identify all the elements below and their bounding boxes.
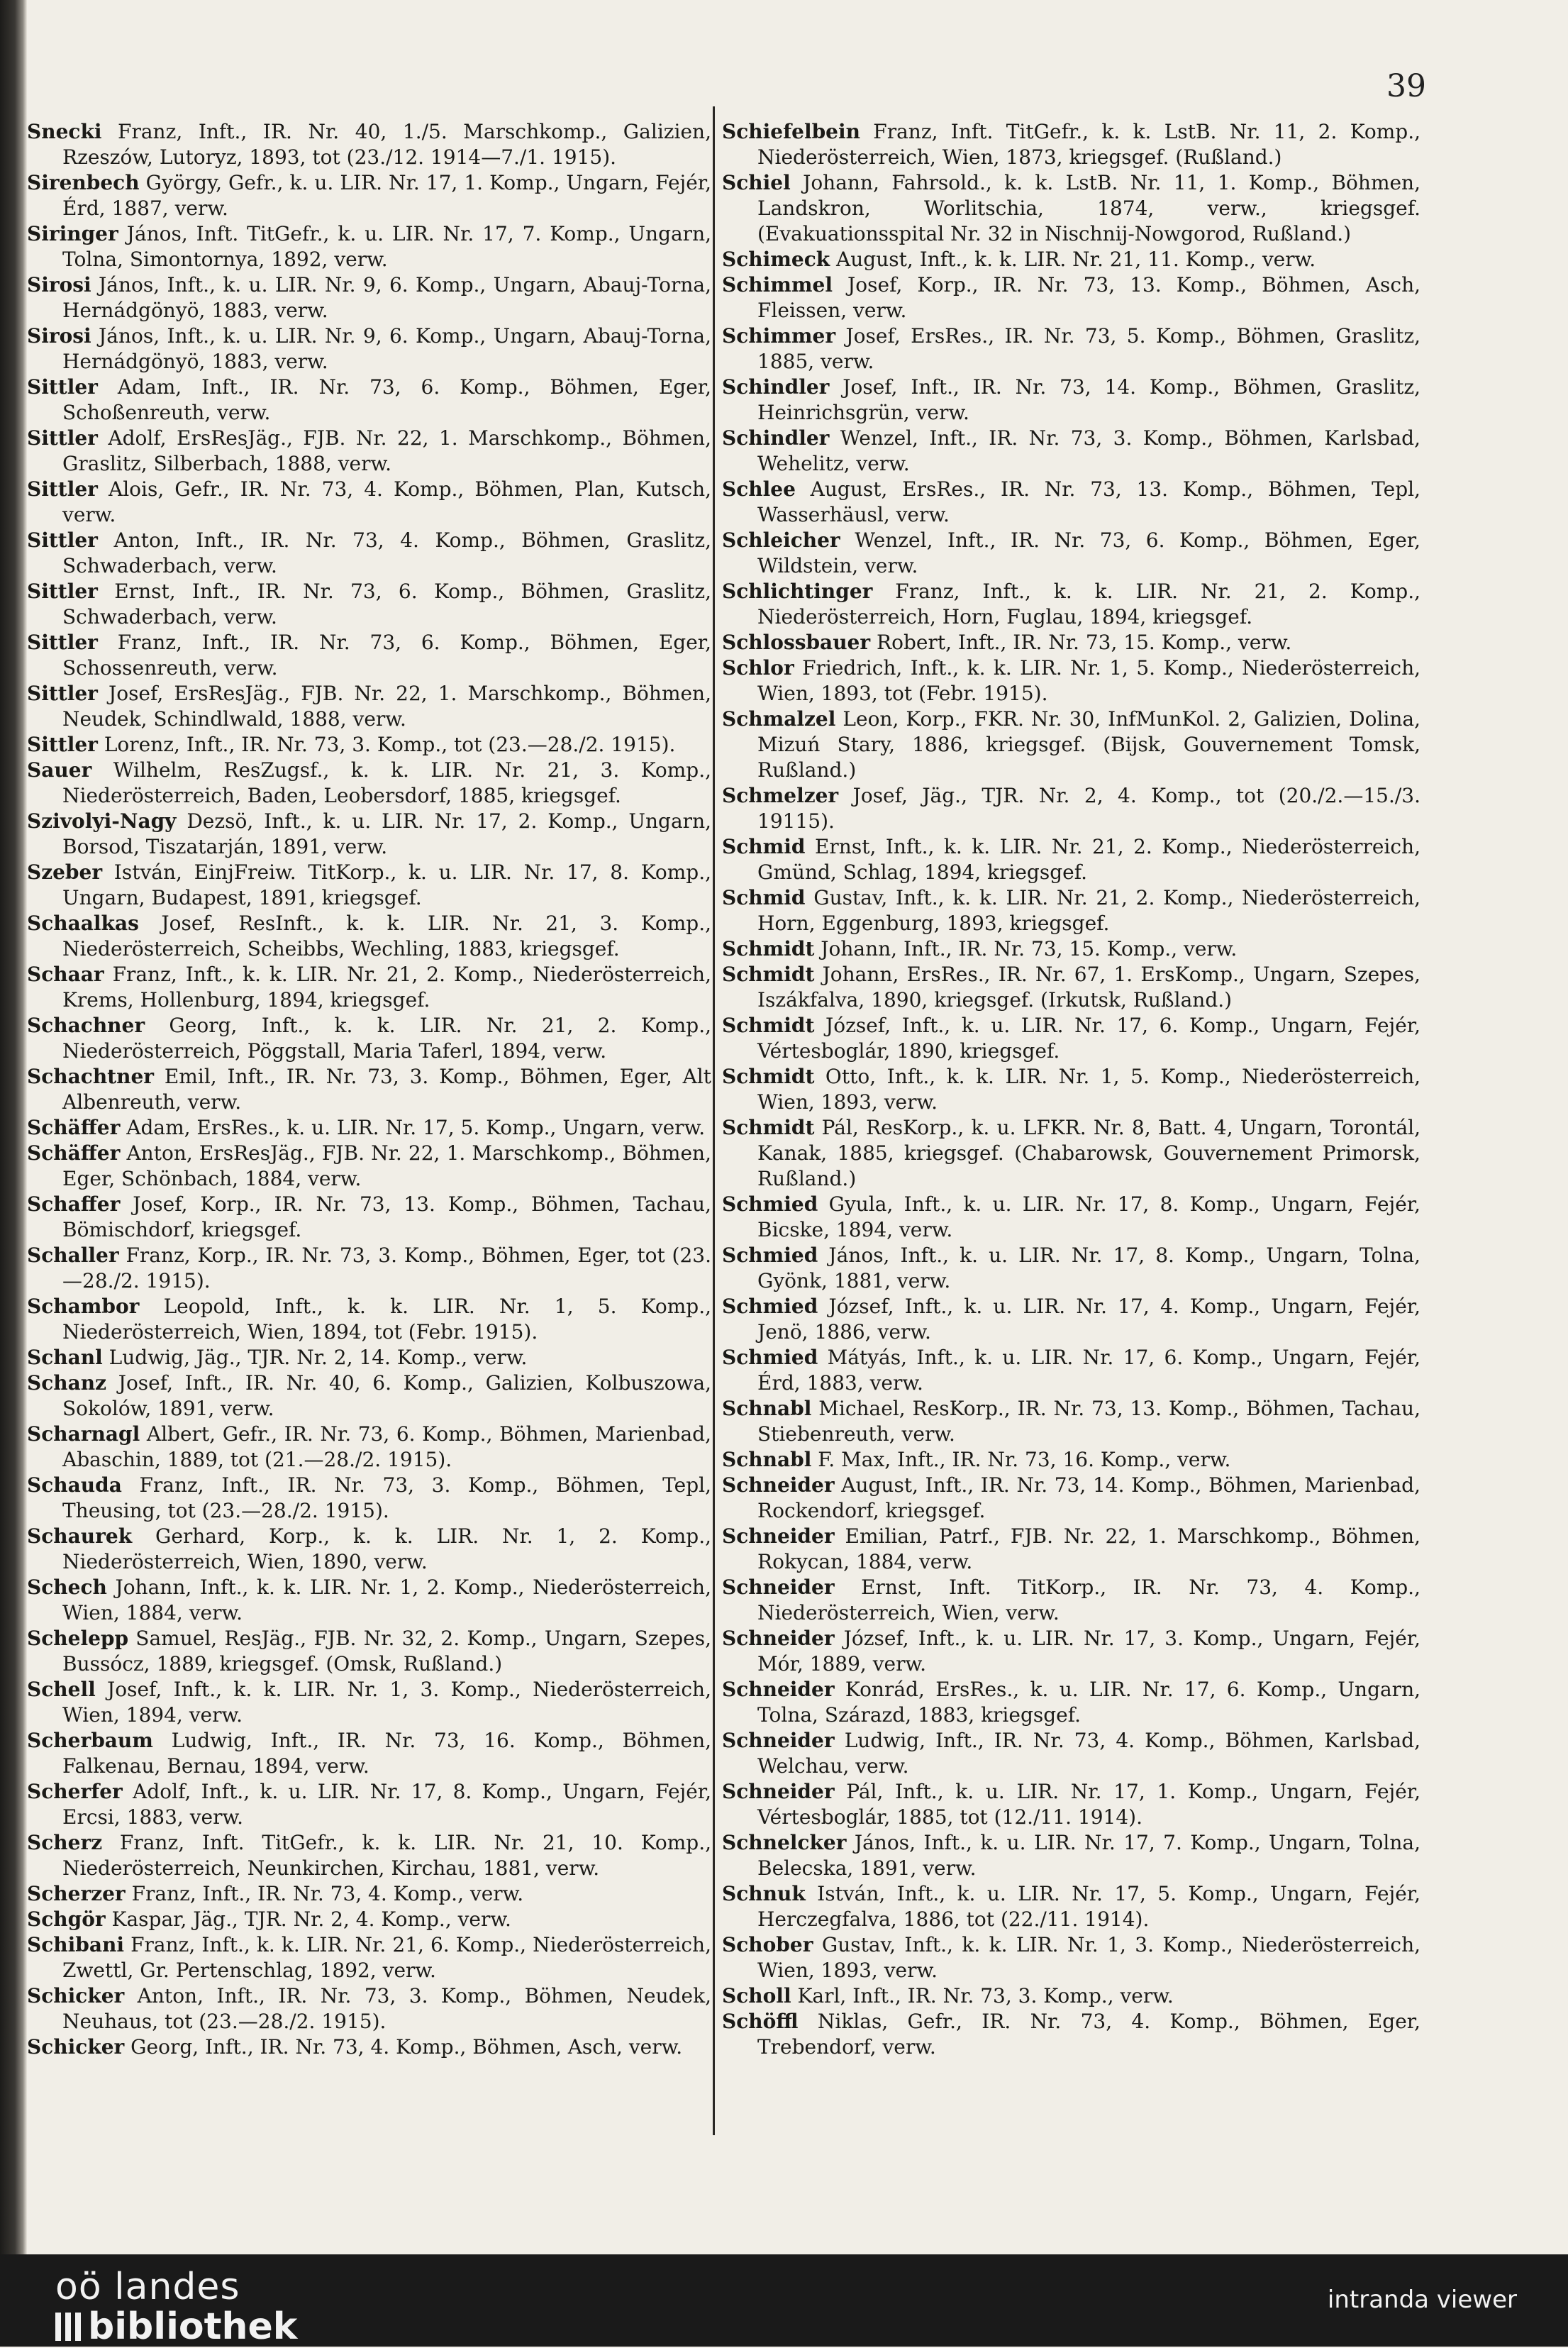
entry-details: György, Gefr., k. u. LIR. Nr. 17, 1. Komp., Ungarn, Fejér, Érd, 1887, verw. xyxy=(62,171,711,220)
entry-details: Gustav, Inft., k. k. LIR. Nr. 21, 2. Komp., Niederösterreich, Horn, Eggenburg, 1893, kriegsgef. xyxy=(757,886,1420,935)
entry-details: Adam, ErsRes., k. u. LIR. Nr. 17, 5. Komp., Ungarn, verw. xyxy=(120,1116,706,1139)
entry-details: Josef, Jäg., TJR. Nr. 2, 4. Komp., tot (20./2.—15./3. 19115). xyxy=(757,784,1420,833)
entry-details: Josef, ErsResJäg., FJB. Nr. 22, 1. Marschkomp., Böhmen, Neudek, Schindlwald, 1888, verw. xyxy=(62,682,711,731)
register-entry xyxy=(27,1575,711,1626)
logo-bars-icon xyxy=(55,2313,81,2341)
entry-surname: Schneider xyxy=(722,1729,835,1752)
entry-details: Pál, ResKorp., k. u. LFKR. Nr. 8, Batt. 4, Ungarn, Torontál, Kanak, 1885, kriegsgef. (Chabarowsk, Gouvernement Primorsk, Rußland.) xyxy=(757,1116,1420,1190)
entry-details: Adolf, Inft., k. u. LIR. Nr. 17, 8. Komp., Ungarn, Fejér, Ercsi, 1883, verw. xyxy=(62,1780,711,1829)
entry-surname: Schnuk xyxy=(722,1882,806,1905)
entry-details: Anton, Inft., IR. Nr. 73, 4. Komp., Böhmen, Graslitz, Schwaderbach, verw. xyxy=(62,528,711,577)
entry-details: Ludwig, Jäg., TJR. Nr. 2, 14. Komp., verw. xyxy=(102,1346,528,1369)
register-entry xyxy=(27,272,711,323)
entry-surname: Schiefelbein xyxy=(722,120,860,143)
entry-surname: Schaffer xyxy=(27,1192,121,1216)
logo-line-2-row xyxy=(55,2307,297,2347)
entry-details: Adam, Inft., IR. Nr. 73, 6. Komp., Böhmen, Eger, Schoßenreuth, verw. xyxy=(62,375,711,424)
register-entry xyxy=(722,655,1420,707)
viewer-brand[interactable]: intranda viewer xyxy=(1327,2286,1517,2314)
register-entry xyxy=(722,477,1420,528)
register-entry xyxy=(722,323,1420,375)
entry-surname: Sirosi xyxy=(27,324,91,348)
entry-details: János, Inft. TitGefr., k. u. LIR. Nr. 17, 7. Komp., Ungarn, Tolna, Simontornya, 1892, verw. xyxy=(62,222,711,271)
register-entry xyxy=(27,860,711,911)
register-entry xyxy=(27,911,711,962)
entry-surname: Schneider xyxy=(722,1473,835,1497)
entry-details: Otto, Inft., k. k. LIR. Nr. 1, 5. Komp., Niederösterreich, Wien, 1893, verw. xyxy=(757,1065,1420,1114)
entry-details: József, Inft., k. u. LIR. Nr. 17, 3. Komp., Ungarn, Fejér, Mór, 1889, verw. xyxy=(757,1627,1420,1676)
entry-surname: Snecki xyxy=(27,120,102,143)
entry-details: Johann, Fahrsold., k. k. LstB. Nr. 11, 1. Komp., Böhmen, Landskron, Worlitschia, 1874, verw., kriegsgef. (Evakuationsspital Nr. 32 in Nischnij-Nowgorod, Rußland.) xyxy=(757,171,1420,245)
entry-surname: Schlossbauer xyxy=(722,631,871,654)
register-entry xyxy=(27,732,711,758)
entry-details: Pál, Inft., k. u. LIR. Nr. 17, 1. Komp., Ungarn, Fejér, Vértesboglár, 1885, tot (12./11. 1914). xyxy=(757,1780,1420,1829)
register-entry xyxy=(722,1728,1420,1779)
register-entry xyxy=(722,170,1420,247)
entry-details: Michael, ResKorp., IR. Nr. 73, 13. Komp., Böhmen, Tachau, Stiebenreuth, verw. xyxy=(757,1397,1420,1446)
entry-surname: Schneider xyxy=(722,1678,835,1701)
entry-details: Wenzel, Inft., IR. Nr. 73, 6. Komp., Böhmen, Eger, Wildstein, verw. xyxy=(757,528,1420,577)
register-entry xyxy=(722,1013,1420,1064)
entry-surname: Szivolyi-Nagy xyxy=(27,809,177,833)
entry-surname: Scholl xyxy=(722,1984,791,2008)
register-entry xyxy=(722,936,1420,962)
entry-surname: Schech xyxy=(27,1576,107,1599)
entry-surname: Scherzer xyxy=(27,1882,126,1905)
register-entry xyxy=(722,1830,1420,1881)
entry-details: F. Max, Inft., IR. Nr. 73, 16. Komp., verw. xyxy=(811,1448,1231,1471)
entry-details: Franz, Inft., k. k. LIR. Nr. 21, 6. Komp., Niederösterreich, Zwettl, Gr. Pertenschlag, 1892, verw. xyxy=(62,1933,711,1982)
entry-details: Johann, ErsRes., IR. Nr. 67, 1. ErsKomp., Ungarn, Szepes, Iszákfalva, 1890, kriegsgef. (Irkutsk, Rußland.) xyxy=(757,963,1420,1012)
register-entry xyxy=(27,1422,711,1473)
register-entry xyxy=(27,1064,711,1115)
entry-details: Adolf, ErsResJäg., FJB. Nr. 22, 1. Marschkomp., Böhmen, Graslitz, Silberbach, 1888, verw. xyxy=(62,426,711,475)
entry-details: Gustav, Inft., k. k. LIR. Nr. 1, 3. Komp., Niederösterreich, Wien, 1893, verw. xyxy=(757,1933,1420,1982)
entry-details: Lorenz, Inft., IR. Nr. 73, 3. Komp., tot (23.—28./2. 1915). xyxy=(97,733,676,756)
entry-surname: Schnabl xyxy=(722,1397,812,1420)
entry-details: Josef, ErsRes., IR. Nr. 73, 5. Komp., Böhmen, Graslitz, 1885, verw. xyxy=(757,324,1420,373)
entry-details: Wilhelm, ResZugsf., k. k. LIR. Nr. 21, 3. Komp., Niederösterreich, Baden, Leobersdorf, 1885, kriegsgef. xyxy=(62,758,711,807)
entry-surname: Schlichtinger xyxy=(722,580,873,603)
entry-details: Karl, Inft., IR. Nr. 73, 3. Komp., verw. xyxy=(791,1984,1174,2008)
entry-surname: Sirenbech xyxy=(27,171,140,194)
entry-surname: Schimmel xyxy=(722,273,833,297)
register-entry xyxy=(722,962,1420,1013)
entry-details: István, Inft., k. u. LIR. Nr. 17, 5. Komp., Ungarn, Fejér, Herczegfalva, 1886, tot (22./11. 1914). xyxy=(757,1882,1420,1931)
entry-surname: Sittler xyxy=(27,477,98,501)
entry-details: Franz, Inft., IR. Nr. 40, 1./5. Marschkomp., Galizien, Rzeszów, Lutoryz, 1893, tot (23./12. 1914—7./1. 1915). xyxy=(62,120,711,169)
register-entry xyxy=(722,1447,1420,1473)
register-entry xyxy=(722,834,1420,885)
entry-surname: Schgör xyxy=(27,1907,106,1931)
entry-surname: Schaurek xyxy=(27,1524,133,1548)
register-entry xyxy=(27,962,711,1013)
entry-surname: Sittler xyxy=(27,375,98,399)
entry-surname: Schachner xyxy=(27,1014,145,1037)
entry-details: Anton, Inft., IR. Nr. 73, 3. Komp., Böhmen, Neudek, Neuhaus, tot (23.—28./2. 1915). xyxy=(62,1984,711,2033)
register-entry xyxy=(27,1907,711,1932)
register-entry xyxy=(722,272,1420,323)
entry-surname: Schaller xyxy=(27,1244,119,1267)
entry-surname: Schmied xyxy=(722,1192,818,1216)
register-entry xyxy=(27,809,711,860)
register-entry xyxy=(722,579,1420,630)
entry-details: Gerhard, Korp., k. k. LIR. Nr. 1, 2. Komp., Niederösterreich, Wien, 1890, verw. xyxy=(62,1524,711,1573)
entry-details: István, EinjFreiw. TitKorp., k. u. LIR. Nr. 17, 8. Komp., Ungarn, Budapest, 1891, kriegsgef. xyxy=(62,860,711,909)
entry-surname: Schanz xyxy=(27,1371,107,1395)
entry-surname: Schnabl xyxy=(722,1448,812,1471)
entry-surname: Schäffer xyxy=(27,1141,121,1165)
register-entry xyxy=(27,2034,711,2060)
entry-surname: Sirosi xyxy=(27,273,91,297)
library-logo[interactable] xyxy=(55,2267,297,2347)
entry-details: Josef, Korp., IR. Nr. 73, 13. Komp., Böhmen, Tachau, Bömischdorf, kriegsgef. xyxy=(62,1192,711,1241)
register-entry xyxy=(722,1064,1420,1115)
logo-line-2: bibliothek xyxy=(88,2305,298,2348)
register-entry xyxy=(722,1626,1420,1677)
entry-surname: Schmid xyxy=(722,835,806,858)
register-entry xyxy=(27,1728,711,1779)
entry-surname: Sittler xyxy=(27,631,98,654)
entry-surname: Schmid xyxy=(722,886,806,909)
register-entry xyxy=(27,579,711,630)
entry-details: Leopold, Inft., k. k. LIR. Nr. 1, 5. Komp., Niederösterreich, Wien, 1894, tot (Febr. 1915). xyxy=(62,1295,711,1344)
entry-surname: Schober xyxy=(722,1933,813,1956)
register-entry xyxy=(27,1243,711,1294)
entry-surname: Schmelzer xyxy=(722,784,839,807)
entry-details: Josef, Inft., IR. Nr. 40, 6. Komp., Galizien, Kolbuszowa, Sokolów, 1891, verw. xyxy=(62,1371,711,1420)
entry-surname: Schöffl xyxy=(722,2010,799,2033)
register-entry xyxy=(722,1932,1420,1983)
entry-surname: Scherz xyxy=(27,1831,103,1854)
entry-surname: Szeber xyxy=(27,860,103,884)
register-entry xyxy=(722,528,1420,579)
entry-details: János, Inft., k. u. LIR. Nr. 17, 8. Komp., Ungarn, Tolna, Gyönk, 1881, verw. xyxy=(757,1244,1420,1292)
left-column xyxy=(27,119,711,2060)
entry-surname: Sittler xyxy=(27,528,98,552)
entry-details: Friedrich, Inft., k. k. LIR. Nr. 1, 5. Komp., Niederösterreich, Wien, 1893, tot (Febr. 1915). xyxy=(757,656,1420,705)
entry-details: János, Inft., k. u. LIR. Nr. 9, 6. Komp., Ungarn, Abauj-Torna, Hernádgönyö, 1883, verw. xyxy=(62,324,711,373)
entry-surname: Scherfer xyxy=(27,1780,123,1803)
register-entry xyxy=(27,1013,711,1064)
entry-surname: Schlor xyxy=(722,656,794,680)
entry-surname: Sauer xyxy=(27,758,92,782)
entry-details: Franz, Inft., k. k. LIR. Nr. 21, 2. Komp., Niederösterreich, Krems, Hollenburg, 1894, kriegsgef. xyxy=(62,963,711,1012)
register-entry xyxy=(27,1370,711,1422)
register-entry xyxy=(27,170,711,221)
entry-details: Franz, Inft., IR. Nr. 73, 6. Komp., Böhmen, Eger, Schossenreuth, verw. xyxy=(62,631,711,680)
register-entry xyxy=(27,1141,711,1192)
entry-details: Johann, Inft., IR. Nr. 73, 15. Komp., verw. xyxy=(814,937,1238,960)
entry-details: Alois, Gefr., IR. Nr. 73, 4. Komp., Böhmen, Plan, Kutsch, verw. xyxy=(62,477,711,526)
entry-details: Kaspar, Jäg., TJR. Nr. 2, 4. Komp., verw. xyxy=(105,1907,511,1931)
register-entry xyxy=(27,119,711,170)
entry-details: Josef, Korp., IR. Nr. 73, 13. Komp., Böhmen, Asch, Fleissen, verw. xyxy=(757,273,1420,322)
entry-details: Franz, Inft. TitGefr., k. k. LstB. Nr. 11, 2. Komp., Niederösterreich, Wien, 1873, kriegsgef. (Rußland.) xyxy=(757,120,1420,169)
register-entry xyxy=(722,1881,1420,1932)
register-entry xyxy=(27,1524,711,1575)
register-entry xyxy=(722,1115,1420,1192)
entry-surname: Sittler xyxy=(27,733,98,756)
register-entry xyxy=(27,323,711,375)
entry-surname: Sittler xyxy=(27,426,98,450)
entry-details: Josef, Inft., k. k. LIR. Nr. 1, 3. Komp., Niederösterreich, Wien, 1894, verw. xyxy=(62,1678,711,1727)
register-entry xyxy=(722,1575,1420,1626)
entry-details: Ludwig, Inft., IR. Nr. 73, 16. Komp., Böhmen, Falkenau, Bernau, 1894, verw. xyxy=(62,1729,711,1778)
entry-surname: Schneider xyxy=(722,1627,835,1650)
entry-surname: Schibani xyxy=(27,1933,124,1956)
entry-details: József, Inft., k. u. LIR. Nr. 17, 6. Komp., Ungarn, Fejér, Vértesboglár, 1890, kriegsgef. xyxy=(757,1014,1420,1063)
register-entry xyxy=(27,758,711,809)
entry-surname: Schlee xyxy=(722,477,796,501)
entry-details: Albert, Gefr., IR. Nr. 73, 6. Komp., Böhmen, Marienbad, Abaschin, 1889, tot (21.—28./2. 1915). xyxy=(62,1422,711,1471)
entry-details: August, Inft., k. k. LIR. Nr. 21, 11. Komp., verw. xyxy=(830,248,1316,271)
entry-surname: Schaalkas xyxy=(27,912,139,935)
register-entry xyxy=(27,1192,711,1243)
entry-details: János, Inft., k. u. LIR. Nr. 17, 7. Komp., Ungarn, Tolna, Belecska, 1891, verw. xyxy=(757,1831,1420,1880)
entry-surname: Schaar xyxy=(27,963,104,986)
entry-details: Franz, Inft., IR. Nr. 73, 4. Komp., verw. xyxy=(125,1882,524,1905)
entry-details: Ludwig, Inft., IR. Nr. 73, 4. Komp., Böhmen, Karlsbad, Welchau, verw. xyxy=(757,1729,1420,1778)
entry-surname: Schauda xyxy=(27,1473,122,1497)
page-number: 39 xyxy=(1386,68,1426,104)
right-column xyxy=(722,119,1420,2060)
register-entry xyxy=(27,1677,711,1728)
register-entry xyxy=(722,426,1420,477)
entry-details: Leon, Korp., FKR. Nr. 30, InfMunKol. 2, Galizien, Dolina, Mizuń Stary, 1886, kriegsgef. (Bijsk, Gouvernement Tomsk, Rußland.) xyxy=(757,707,1420,782)
register-entry xyxy=(722,885,1420,936)
entry-surname: Schindler xyxy=(722,426,830,450)
register-entry xyxy=(27,1294,711,1345)
entry-surname: Schell xyxy=(27,1678,96,1701)
entry-details: Konrád, ErsRes., k. u. LIR. Nr. 17, 6. Komp., Ungarn, Tolna, Szárazd, 1883, kriegsgef. xyxy=(757,1678,1420,1727)
entry-surname: Schmidt xyxy=(722,963,815,986)
entry-details: Robert, Inft., IR. Nr. 73, 15. Komp., verw. xyxy=(870,631,1292,654)
register-entry xyxy=(27,1932,711,1983)
entry-surname: Schmied xyxy=(722,1346,818,1369)
entry-details: Mátyás, Inft., k. u. LIR. Nr. 17, 6. Komp., Ungarn, Fejér, Érd, 1883, verw. xyxy=(757,1346,1420,1395)
entry-surname: Schelepp xyxy=(27,1627,129,1650)
entry-details: Franz, Inft., IR. Nr. 73, 3. Komp., Böhmen, Tepl, Theusing, tot (23.—28./2. 1915). xyxy=(62,1473,711,1522)
entry-surname: Schachtner xyxy=(27,1065,155,1088)
register-entry xyxy=(722,1677,1420,1728)
register-entry xyxy=(27,1115,711,1141)
entry-surname: Schneider xyxy=(722,1780,835,1803)
register-entry xyxy=(27,1345,711,1370)
register-entry xyxy=(27,1473,711,1524)
entry-surname: Schäffer xyxy=(27,1116,121,1139)
entry-surname: Schicker xyxy=(27,2035,125,2059)
entry-details: Franz, Inft. TitGefr., k. k. LIR. Nr. 21, 10. Komp., Niederösterreich, Neunkirchen, Kirchau, 1881, verw. xyxy=(62,1831,711,1880)
register-entry xyxy=(27,1830,711,1881)
entry-surname: Schimeck xyxy=(722,248,830,271)
entry-details: Josef, Inft., IR. Nr. 73, 14. Komp., Böhmen, Graslitz, Heinrichsgrün, verw. xyxy=(757,375,1420,424)
entry-surname: Schmidt xyxy=(722,1014,815,1037)
entry-surname: Schneider xyxy=(722,1524,835,1548)
entry-surname: Schindler xyxy=(722,375,830,399)
register-entry xyxy=(722,1779,1420,1830)
entry-details: József, Inft., k. u. LIR. Nr. 17, 4. Komp., Ungarn, Fejér, Jenö, 1886, verw. xyxy=(757,1295,1420,1344)
entry-surname: Schicker xyxy=(27,1984,125,2008)
entry-surname: Schmalzel xyxy=(722,707,836,731)
entry-details: Emil, Inft., IR. Nr. 73, 3. Komp., Böhmen, Eger, Alt Albenreuth, verw. xyxy=(62,1065,711,1114)
register-entry xyxy=(722,119,1420,170)
register-entry xyxy=(27,221,711,272)
entry-surname: Schmidt xyxy=(722,1065,815,1088)
register-entry xyxy=(722,1524,1420,1575)
register-entry xyxy=(27,1983,711,2034)
entry-details: Georg, Inft., IR. Nr. 73, 4. Komp., Böhmen, Asch, verw. xyxy=(124,2035,683,2059)
entry-surname: Scharnagl xyxy=(27,1422,140,1446)
entry-surname: Schiel xyxy=(722,171,791,194)
entry-details: Ernst, Inft. TitKorp., IR. Nr. 73, 4. Komp., Niederösterreich, Wien, verw. xyxy=(757,1576,1420,1624)
register-entry xyxy=(27,375,711,426)
register-entry xyxy=(722,247,1420,272)
entry-surname: Schanl xyxy=(27,1346,103,1369)
entry-details: Ernst, Inft., k. k. LIR. Nr. 21, 2. Komp., Niederösterreich, Gmünd, Schlag, 1894, kriegsgef. xyxy=(757,835,1420,884)
entry-surname: Schneider xyxy=(722,1576,835,1599)
register-entry xyxy=(722,1983,1420,2009)
column-divider xyxy=(713,106,715,2135)
entry-details: Dezsö, Inft., k. u. LIR. Nr. 17, 2. Komp., Ungarn, Borsod, Tiszatarján, 1891, verw. xyxy=(62,809,711,858)
entry-details: August, ErsRes., IR. Nr. 73, 13. Komp., Böhmen, Tepl, Wasserhäusl, verw. xyxy=(757,477,1420,526)
register-entry xyxy=(27,1881,711,1907)
entry-surname: Schambor xyxy=(27,1295,140,1318)
entry-details: János, Inft., k. u. LIR. Nr. 9, 6. Komp., Ungarn, Abauj-Torna, Hernádgönyö, 1883, verw. xyxy=(62,273,711,322)
register-entry xyxy=(722,1345,1420,1396)
register-entry xyxy=(722,1192,1420,1243)
register-entry xyxy=(722,1243,1420,1294)
register-entry xyxy=(27,477,711,528)
entry-surname: Schleicher xyxy=(722,528,840,552)
entry-surname: Scherbaum xyxy=(27,1729,153,1752)
entry-surname: Schimmer xyxy=(722,324,836,348)
book-binding-edge xyxy=(0,0,27,2254)
register-entry xyxy=(722,630,1420,655)
entry-details: Niklas, Gefr., IR. Nr. 73, 4. Komp., Böhmen, Eger, Trebendorf, verw. xyxy=(757,2010,1420,2059)
entry-details: Georg, Inft., k. k. LIR. Nr. 21, 2. Komp., Niederösterreich, Pöggstall, Maria Taferl, 1894, verw. xyxy=(62,1014,711,1063)
register-entry xyxy=(722,2009,1420,2060)
register-entry xyxy=(27,681,711,732)
entry-details: Samuel, ResJäg., FJB. Nr. 32, 2. Komp., Ungarn, Szepes, Bussócz, 1889, kriegsgef. (Omsk, Rußland.) xyxy=(62,1627,711,1676)
entry-details: Gyula, Inft., k. u. LIR. Nr. 17, 8. Komp., Ungarn, Fejér, Bicske, 1894, verw. xyxy=(757,1192,1420,1241)
entry-surname: Siringer xyxy=(27,222,118,245)
register-entry xyxy=(722,783,1420,834)
entry-surname: Schmidt xyxy=(722,937,815,960)
register-entry xyxy=(722,1396,1420,1447)
entry-details: August, Inft., IR. Nr. 73, 14. Komp., Böhmen, Marienbad, Rockendorf, kriegsgef. xyxy=(757,1473,1420,1522)
entry-details: Anton, ErsResJäg., FJB. Nr. 22, 1. Marschkomp., Böhmen, Eger, Schönbach, 1884, verw. xyxy=(62,1141,711,1190)
entry-surname: Sittler xyxy=(27,580,98,603)
entry-surname: Schmied xyxy=(722,1295,818,1318)
register-entry xyxy=(27,630,711,681)
entry-surname: Schmied xyxy=(722,1244,818,1267)
entry-surname: Schnelcker xyxy=(722,1831,847,1854)
entry-details: Emilian, Patrf., FJB. Nr. 22, 1. Marschkomp., Böhmen, Rokycan, 1884, verw. xyxy=(757,1524,1420,1573)
entry-surname: Sittler xyxy=(27,682,98,705)
logo-line-1: oö landes xyxy=(55,2266,240,2308)
entry-details: Franz, Korp., IR. Nr. 73, 3. Komp., Böhmen, Eger, tot (23.—28./2. 1915). xyxy=(62,1244,711,1292)
entry-surname: Schmidt xyxy=(722,1116,815,1139)
register-entry xyxy=(27,528,711,579)
register-entry xyxy=(27,1779,711,1830)
entry-details: Ernst, Inft., IR. Nr. 73, 6. Komp., Böhmen, Graslitz, Schwaderbach, verw. xyxy=(62,580,711,628)
register-entry xyxy=(27,426,711,477)
entry-details: Josef, ResInft., k. k. LIR. Nr. 21, 3. Komp., Niederösterreich, Scheibbs, Wechling, 1883, kriegsgef. xyxy=(62,912,711,960)
register-entry xyxy=(722,375,1420,426)
register-entry xyxy=(722,1294,1420,1345)
entry-details: Johann, Inft., k. k. LIR. Nr. 1, 2. Komp., Niederösterreich, Wien, 1884, verw. xyxy=(62,1576,711,1624)
entry-details: Wenzel, Inft., IR. Nr. 73, 3. Komp., Böhmen, Karlsbad, Wehelitz, verw. xyxy=(757,426,1420,475)
entry-details: Franz, Inft., k. k. LIR. Nr. 21, 2. Komp., Niederösterreich, Horn, Fuglau, 1894, kriegsgef. xyxy=(757,580,1420,628)
register-entry xyxy=(722,1473,1420,1524)
register-entry xyxy=(27,1626,711,1677)
register-entry xyxy=(722,707,1420,783)
